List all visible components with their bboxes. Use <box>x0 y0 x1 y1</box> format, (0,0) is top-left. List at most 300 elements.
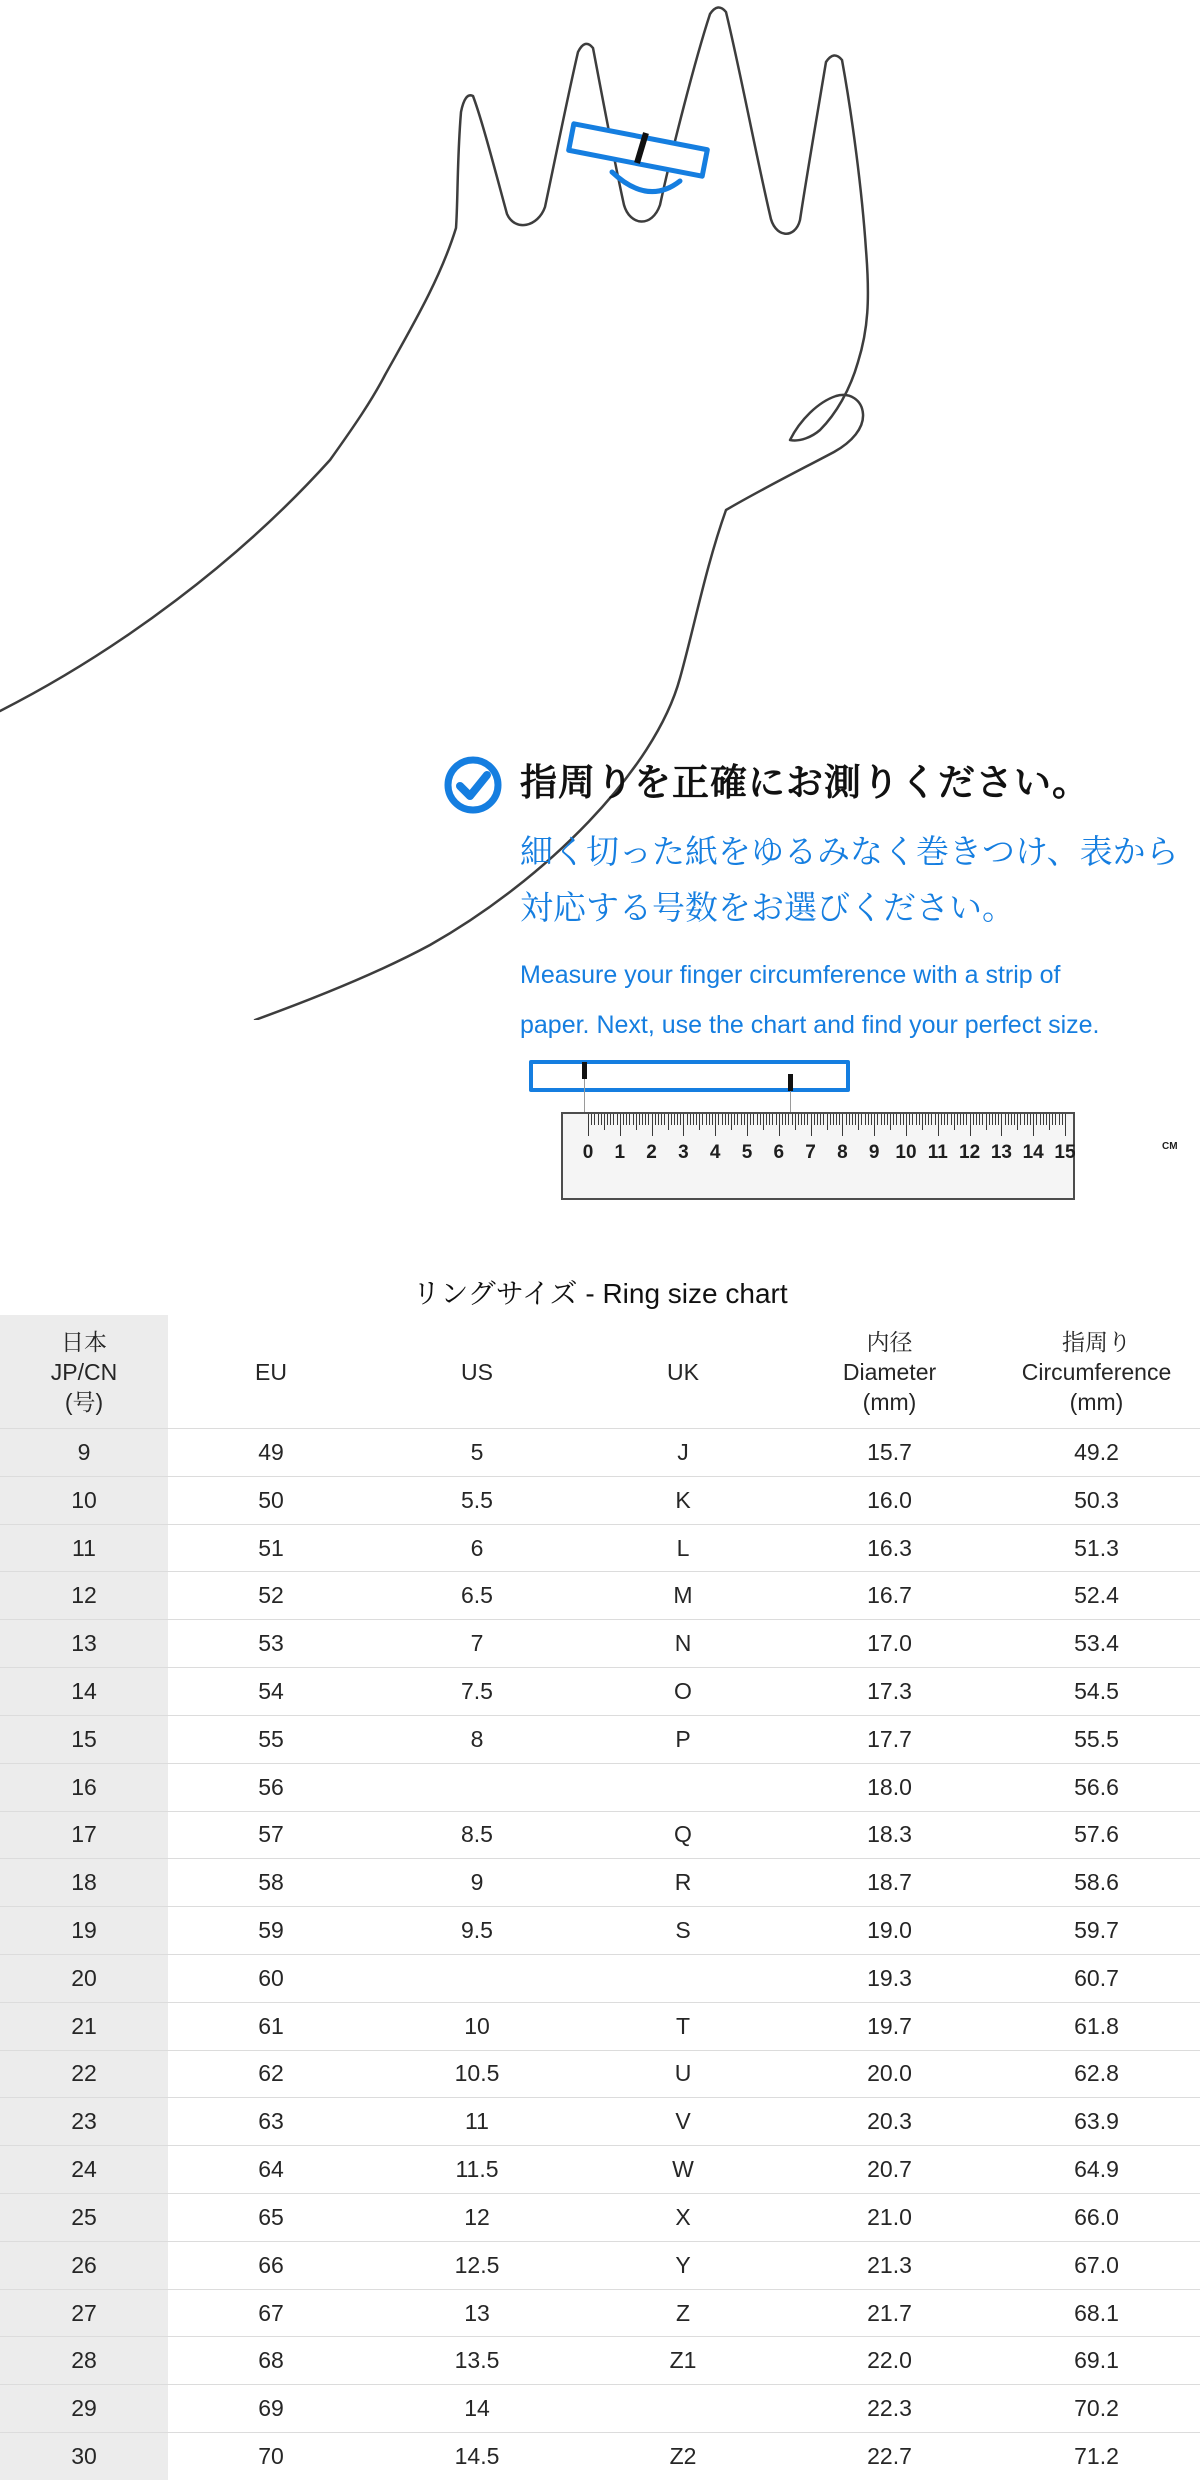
instruction-block <box>520 752 1200 1050</box>
table-cell: 24 <box>0 2146 168 2193</box>
table-cell: 21.3 <box>867 2251 912 2278</box>
table-cell: 19.0 <box>867 1917 912 1944</box>
ruler-tick <box>941 1114 942 1125</box>
ruler-tick <box>702 1114 703 1125</box>
ruler-tick <box>779 1114 780 1136</box>
ruler-number: 0 <box>582 1142 594 1163</box>
ruler-tick <box>839 1114 840 1125</box>
header-cell <box>993 1327 1200 1417</box>
table-cell: 52 <box>258 1582 284 1609</box>
table-cell: 9.5 <box>461 1917 493 1944</box>
table-cell: 21.7 <box>867 2299 912 2326</box>
ruler-tick <box>947 1114 948 1125</box>
table-cell: 6.5 <box>461 1582 493 1609</box>
table-cell: 5.5 <box>461 1486 493 1513</box>
ruler-tick <box>782 1114 783 1125</box>
table-row <box>0 2432 1200 2480</box>
table-cell: 54 <box>258 1677 284 1704</box>
ruler-tick <box>734 1114 735 1125</box>
ruler-tick <box>706 1114 707 1125</box>
ruler-tick <box>960 1114 961 1125</box>
ruler-number: 15 <box>1054 1142 1076 1163</box>
table-cell: 15.7 <box>867 1438 912 1465</box>
ruler-tick <box>896 1114 897 1125</box>
table-cell: 7 <box>470 1630 484 1657</box>
ruler-tick <box>1052 1114 1053 1125</box>
table-cell: 12.5 <box>454 2251 500 2278</box>
table-cell: 58 <box>258 1869 284 1896</box>
ruler-tick <box>683 1114 684 1136</box>
table-cell: 54.5 <box>1074 1677 1119 1704</box>
table-row <box>0 1954 1200 2002</box>
table-cell: 11 <box>465 2108 489 2135</box>
ruler-tick <box>963 1114 964 1125</box>
strip-end-mark <box>788 1074 793 1091</box>
table-cell: Y <box>675 2251 691 2278</box>
ruler-tick <box>604 1114 605 1130</box>
table-cell: 61.8 <box>1074 2012 1119 2039</box>
table-cell: 7.5 <box>461 1677 493 1704</box>
ruler-tick <box>823 1114 824 1125</box>
table-cell: 59.7 <box>1074 1917 1119 1944</box>
table-cell: 17 <box>0 1812 168 1859</box>
ruler-number: 5 <box>741 1142 753 1163</box>
table-row <box>0 1524 1200 1572</box>
table-cell: 11.5 <box>455 2156 499 2183</box>
ruler-tick <box>664 1114 665 1125</box>
table-cell: 57.6 <box>1074 1821 1119 1848</box>
strip-start-mark <box>582 1062 587 1079</box>
header-line: US <box>461 1358 493 1385</box>
ruler-tick <box>801 1114 802 1125</box>
table-cell <box>580 1955 786 2002</box>
table-cell: 17.7 <box>867 1725 912 1752</box>
table-cell: 70.2 <box>1074 2395 1119 2422</box>
table-row <box>0 2145 1200 2193</box>
table-cell: O <box>674 1677 692 1704</box>
table-row <box>0 2050 1200 2098</box>
ruler-number: 6 <box>773 1142 785 1163</box>
paper-strip <box>529 1060 850 1092</box>
table-cell: 71.2 <box>1074 2442 1119 2469</box>
instruction-body-jp-line1: 細く切った紙をゆるみなく巻きつけ、表から <box>520 833 1179 870</box>
ruler-tick <box>871 1114 872 1125</box>
table-cell: 49.2 <box>1074 1438 1119 1465</box>
table-cell: 23 <box>0 2098 168 2145</box>
header-line: (mm) <box>1069 1388 1124 1415</box>
table-cell: 51 <box>258 1534 284 1561</box>
ruler-tick <box>1014 1114 1015 1125</box>
table-cell <box>580 2385 786 2432</box>
chart-title: リングサイズ - Ring size chart <box>412 1278 788 1309</box>
table-cell: W <box>672 2156 694 2183</box>
header-line: (号) <box>64 1388 104 1415</box>
table-cell: 21 <box>0 2003 168 2050</box>
table-row <box>0 1715 1200 1763</box>
table-row <box>0 1858 1200 1906</box>
ruler-tick <box>852 1114 853 1125</box>
ruler-number: 8 <box>837 1142 848 1163</box>
table-cell: 16 <box>0 1764 168 1811</box>
ruler-tick <box>598 1114 599 1125</box>
table-row <box>0 1571 1200 1619</box>
table-cell: 13 <box>0 1620 168 1667</box>
table-row <box>0 2336 1200 2384</box>
table-cell: 22.3 <box>867 2395 912 2422</box>
table-cell: 5 <box>470 1438 484 1465</box>
header-line: EU <box>255 1358 287 1385</box>
ruler-tick <box>849 1114 850 1125</box>
table-cell: Z2 <box>669 2442 697 2469</box>
table-cell: 22 <box>0 2051 168 2098</box>
ruler-tick <box>970 1114 971 1136</box>
table-cell <box>374 1955 580 2002</box>
table-cell: 70 <box>258 2442 284 2469</box>
ruler-tick <box>827 1114 828 1130</box>
ruler-tick <box>594 1114 595 1125</box>
ruler-tick <box>1049 1114 1050 1130</box>
ruler-tick <box>973 1114 974 1125</box>
table-row <box>0 1667 1200 1715</box>
table-cell: 69 <box>258 2395 284 2422</box>
ruler-tick <box>629 1114 630 1125</box>
ruler-tick <box>661 1114 662 1125</box>
table-cell <box>580 1764 786 1811</box>
ruler-number: 12 <box>959 1142 981 1163</box>
ruler-tick <box>591 1114 592 1125</box>
ruler-tick <box>728 1114 729 1125</box>
ruler-tick <box>725 1114 726 1125</box>
ruler-tick <box>992 1114 993 1125</box>
ruler-tick <box>769 1114 770 1125</box>
table-cell: 8 <box>470 1725 484 1752</box>
ruler-tick <box>1027 1114 1028 1125</box>
header-cell <box>168 1357 374 1387</box>
ruler-tick <box>753 1114 754 1125</box>
table-cell: 69.1 <box>1074 2347 1119 2374</box>
ruler-tick <box>944 1114 945 1125</box>
ruler-tick <box>931 1114 932 1125</box>
ruler-tick <box>699 1114 700 1130</box>
header-cell <box>580 1357 786 1387</box>
ruler-tick <box>836 1114 837 1125</box>
header-line: Circumference <box>1021 1358 1172 1385</box>
ruler-tick <box>648 1114 649 1125</box>
table-cell: T <box>675 2012 691 2039</box>
table-cell: 18.7 <box>867 1869 912 1896</box>
ruler-number: 9 <box>868 1142 880 1163</box>
table-row <box>0 2289 1200 2337</box>
ruler-tick <box>925 1114 926 1125</box>
table-cell: 65 <box>258 2203 284 2230</box>
ruler-tick <box>833 1114 834 1125</box>
table-row <box>0 2193 1200 2241</box>
ruler-tick <box>966 1114 967 1125</box>
ruler-tick <box>1036 1114 1037 1125</box>
table-cell: 6 <box>470 1534 484 1561</box>
table-cell: 22.0 <box>867 2347 912 2374</box>
table-cell: 29 <box>0 2385 168 2432</box>
table-cell: S <box>675 1917 691 1944</box>
instruction-body-en-line1: Measure your finger circumference with a strip of <box>520 961 1061 989</box>
ruler-tick <box>788 1114 789 1125</box>
table-row <box>0 1906 1200 1954</box>
table-cell: 20 <box>0 1955 168 2002</box>
ruler-tick <box>995 1114 996 1125</box>
table-cell: 22.7 <box>867 2442 912 2469</box>
table-cell: 28 <box>0 2337 168 2384</box>
ruler-tick <box>842 1114 843 1136</box>
table-cell: 26 <box>0 2242 168 2289</box>
ruler-tick <box>890 1114 891 1130</box>
ruler-tick <box>912 1114 913 1125</box>
ruler-tick <box>620 1114 621 1136</box>
table-row <box>0 1763 1200 1811</box>
header-cell <box>374 1357 580 1387</box>
table-cell: 56 <box>258 1773 284 1800</box>
ruler-tick <box>668 1114 669 1130</box>
table-cell: 30 <box>0 2433 168 2480</box>
ruler-tick <box>1024 1114 1025 1125</box>
table-cell: J <box>677 1438 689 1465</box>
table-cell: 27 <box>0 2290 168 2337</box>
ruler-tick <box>954 1114 955 1130</box>
ruler-tick <box>722 1114 723 1125</box>
table-cell: V <box>675 2108 691 2135</box>
table-cell: M <box>673 1582 693 1609</box>
ruler-tick <box>906 1114 907 1136</box>
ruler-tick <box>957 1114 958 1125</box>
table-cell: U <box>674 2060 692 2087</box>
ruler-tick <box>680 1114 681 1125</box>
ruler-tick <box>1065 1114 1066 1136</box>
table-cell: 50 <box>258 1486 284 1513</box>
ruler-tick <box>1001 1114 1002 1136</box>
ruler-tick <box>1055 1114 1056 1125</box>
table-cell: 64.9 <box>1074 2156 1119 2183</box>
table-cell: 62.8 <box>1074 2060 1119 2087</box>
table-cell: R <box>674 1869 692 1896</box>
table-row <box>0 1428 1200 1476</box>
ruler-tick <box>772 1114 773 1125</box>
ruler-number: 4 <box>709 1142 721 1163</box>
table-cell: 53.4 <box>1074 1630 1119 1657</box>
ruler-tick <box>693 1114 694 1125</box>
ruler-tick <box>928 1114 929 1125</box>
table-cell: 20.7 <box>867 2156 912 2183</box>
ruler-number: 11 <box>927 1142 948 1163</box>
table-cell: 14.5 <box>454 2442 500 2469</box>
table-cell: 62 <box>258 2060 284 2087</box>
ruler-tick <box>655 1114 656 1125</box>
ruler-tick <box>750 1114 751 1125</box>
ruler-tick <box>617 1114 618 1125</box>
table-cell: 51.3 <box>1074 1534 1119 1561</box>
table-cell: 13 <box>464 2299 490 2326</box>
ruler-tick <box>1033 1114 1034 1136</box>
ruler-tick <box>1030 1114 1031 1125</box>
ruler-tick <box>916 1114 917 1125</box>
table-row <box>0 2002 1200 2050</box>
ruler-tick <box>737 1114 738 1125</box>
table-cell: 19 <box>0 1907 168 1954</box>
table-cell: 25 <box>0 2194 168 2241</box>
ruler-tick <box>820 1114 821 1125</box>
ruler-tick <box>919 1114 920 1125</box>
ruler-tick <box>814 1114 815 1125</box>
table-cell: 59 <box>258 1917 284 1944</box>
table-cell: 60 <box>258 1964 284 1991</box>
ruler-tick <box>1020 1114 1021 1125</box>
table-cell: 10.5 <box>454 2060 500 2087</box>
ruler-tick <box>1059 1114 1060 1125</box>
table-cell: 21.0 <box>867 2203 912 2230</box>
ring-size-table <box>0 1315 1200 2480</box>
ruler-tick <box>909 1114 910 1125</box>
table-cell: 15 <box>0 1716 168 1763</box>
ruler-tick <box>884 1114 885 1125</box>
table-row <box>0 1619 1200 1667</box>
table-cell: 63.9 <box>1074 2108 1119 2135</box>
ruler-number: 3 <box>678 1142 689 1163</box>
ruler-tick <box>601 1114 602 1125</box>
table-cell: 61 <box>258 2012 284 2039</box>
table-cell: 11 <box>0 1525 168 1572</box>
instruction-heading-jp: 指周りを正確にお測りください。 <box>520 762 1090 803</box>
ruler-tick <box>747 1114 748 1136</box>
header-cell <box>0 1315 168 1428</box>
table-cell: 68.1 <box>1074 2299 1119 2326</box>
ruler-tick <box>1005 1114 1006 1125</box>
ruler-tick <box>715 1114 716 1136</box>
ruler-tick <box>757 1114 758 1125</box>
table-cell: 57 <box>258 1821 284 1848</box>
ruler-tick <box>807 1114 808 1125</box>
ruler-tick <box>804 1114 805 1125</box>
ruler-tick <box>674 1114 675 1125</box>
table-cell: 8.5 <box>461 1821 493 1848</box>
ruler-tick <box>633 1114 634 1125</box>
ruler-tick <box>741 1114 742 1125</box>
table-cell: Z <box>675 2299 691 2326</box>
ruler-tick <box>855 1114 856 1125</box>
table-cell: 66.0 <box>1074 2203 1119 2230</box>
table-cell: N <box>674 1630 692 1657</box>
table-row <box>0 2097 1200 2145</box>
table-cell: 13.5 <box>454 2347 500 2374</box>
ruler-tick <box>1062 1114 1063 1125</box>
ruler-tick <box>922 1114 923 1130</box>
ruler-number: 10 <box>895 1142 917 1163</box>
ruler-tick <box>951 1114 952 1125</box>
ruler-tick <box>626 1114 627 1125</box>
ruler-tick <box>696 1114 697 1125</box>
table-cell: K <box>675 1486 691 1513</box>
table-cell: 17.3 <box>867 1677 912 1704</box>
ruler-tick <box>811 1114 812 1136</box>
ruler-tick <box>938 1114 939 1136</box>
table-cell: 12 <box>464 2203 490 2230</box>
ruler-tick <box>858 1114 859 1130</box>
header-line: 日本 <box>61 1328 107 1355</box>
header-line: Diameter <box>842 1358 937 1385</box>
ruler-number: 2 <box>646 1142 657 1163</box>
table-cell: 64 <box>258 2156 284 2183</box>
ruler-tick <box>798 1114 799 1125</box>
table-row <box>0 1811 1200 1859</box>
table-cell: 49 <box>258 1438 284 1465</box>
ruler <box>561 1112 1178 1200</box>
table-cell: 52.4 <box>1074 1582 1119 1609</box>
table-cell: Q <box>674 1821 692 1848</box>
ruler-tick <box>671 1114 672 1125</box>
table-cell: 68 <box>258 2347 284 2374</box>
table-cell: 20.3 <box>867 2108 912 2135</box>
ruler-tick <box>658 1114 659 1125</box>
header-line: 内径 <box>866 1328 913 1355</box>
table-cell: 66 <box>258 2251 284 2278</box>
ruler-tick <box>636 1114 637 1130</box>
ruler-tick <box>877 1114 878 1125</box>
ruler-tick <box>887 1114 888 1125</box>
ruler-tick <box>817 1114 818 1125</box>
ruler-tick <box>1040 1114 1041 1125</box>
table-cell: 67.0 <box>1074 2251 1119 2278</box>
ruler-tick <box>718 1114 719 1125</box>
table-cell: 16.0 <box>867 1486 912 1513</box>
ruler-tick <box>861 1114 862 1125</box>
header-line: (mm) <box>862 1388 917 1415</box>
check-circle-icon <box>443 755 503 815</box>
table-cell: 20.0 <box>867 2060 912 2087</box>
ruler-tick <box>1008 1114 1009 1125</box>
header-line: UK <box>667 1358 699 1385</box>
ruler-tick <box>639 1114 640 1125</box>
ruler-tick <box>893 1114 894 1125</box>
ruler-tick <box>900 1114 901 1125</box>
table-cell: 9 <box>470 1869 484 1896</box>
ruler-tick <box>744 1114 745 1125</box>
table-cell: 16.3 <box>867 1534 912 1561</box>
ruler-unit-label: CM <box>1162 1141 1178 1152</box>
ruler-number: 14 <box>1022 1142 1044 1163</box>
header-cell <box>786 1327 993 1417</box>
table-cell: 55.5 <box>1074 1725 1119 1752</box>
table-cell: 18.3 <box>867 1821 912 1848</box>
ruler-tick <box>874 1114 875 1136</box>
ruler-tick <box>607 1114 608 1125</box>
ruler-tick <box>785 1114 786 1125</box>
table-cell: 55 <box>258 1725 284 1752</box>
ruler-tick <box>865 1114 866 1125</box>
table-cell: 10 <box>0 1477 168 1524</box>
ruler-tick <box>613 1114 614 1125</box>
table-cell: Z1 <box>669 2347 697 2374</box>
instruction-body-jp-line2: 対応する号数をお選びください。 <box>520 889 1015 926</box>
ruler-tick <box>998 1114 999 1125</box>
ruler-tick <box>760 1114 761 1125</box>
ruler-tick <box>986 1114 987 1130</box>
ruler-tick <box>792 1114 793 1125</box>
table-cell: 19.3 <box>867 1964 912 1991</box>
ruler-tick <box>982 1114 983 1125</box>
table-cell: 10 <box>464 2012 490 2039</box>
ruler-tick <box>731 1114 732 1130</box>
instruction-body-en-line2: paper. Next, use the chart and find your perfect size. <box>520 1011 1100 1039</box>
ruler-tick <box>588 1114 589 1136</box>
table-cell: 16.7 <box>867 1582 912 1609</box>
ruler-tick <box>645 1114 646 1125</box>
